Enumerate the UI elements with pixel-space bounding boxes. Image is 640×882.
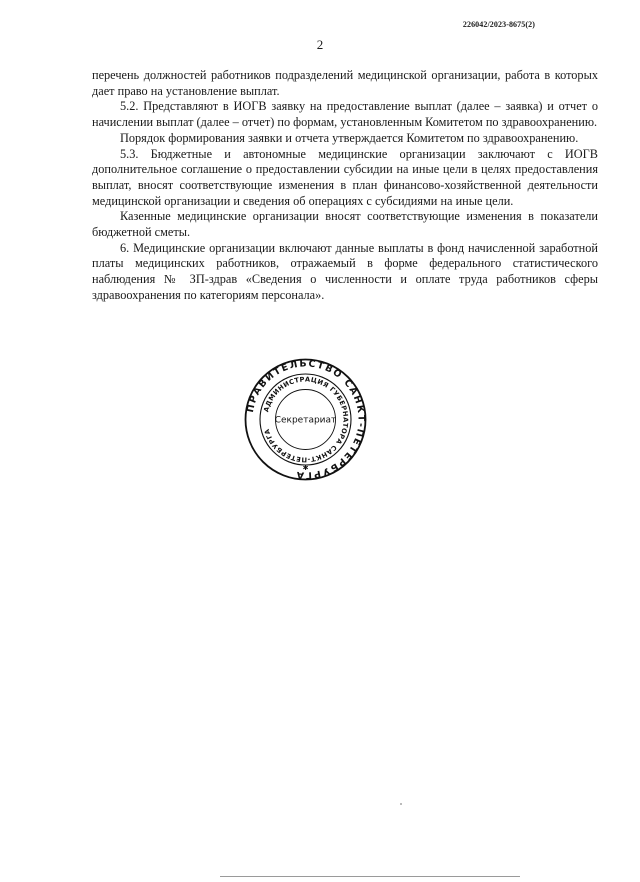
official-seal [243,357,368,482]
dust-dot [400,803,402,805]
bottom-divider [220,876,520,877]
paragraph-1: перечень должностей работников подразделений медицинской организации, работа в которых дает право на установление выплат. [92,68,598,98]
paragraph-3: Порядок формирования заявки и отчета утверждается Комитетом по здравоохранению. [120,130,579,145]
paragraph-2: 5.2. Представляют в ИОГВ заявку на предоставление выплат (далее – заявка) и отчет о начислении выплат (далее – отчет) по формам, установленным Комитетом по здравоохранению. [92,99,598,130]
paragraph-5: Казенные медицинские организации вносят соответствующие изменения в показатели бюджетной сметы. [92,209,598,240]
paragraph-4: 5.3. Бюджетные и автономные медицинские организации заключают с ИОГВ дополнительное соглашение о предоставлении субсидии на иные цели в целях предоставления выплат, вносят соответствующие изменения в план финансово-хозяйственной деятельности медицинской организации и сведения об операциях с субсидиями на иные цели. [92,146,598,208]
page-number: 2 [316,37,324,52]
document-body [92,68,598,304]
star-icon: ✱ [302,464,309,472]
paragraph-6: 6. Медицинские организации включают данные выплаты в фонд начисленной заработной платы медицинских работников, отражаемый в форме федерального статистического наблюдения № ЗП-здрав «Сведения о численности и оплате труда работников сферы здравоохранения по категориям персонала». [92,240,598,302]
seal-center-text: Секретариат [274,415,337,426]
page-id: 226042/2023-8675(2) [462,20,535,29]
official-seal-graphic [243,357,368,482]
seal-outer-text: ПРАВИТЕЛЬСТВО САНКТ-ПЕТЕРБУРГА [244,358,367,481]
seal-inner-text: АДМИНИСТРАЦИЯ ГУБЕРНАТОРА САНКТ-ПЕТЕРБУРГА [262,375,350,464]
